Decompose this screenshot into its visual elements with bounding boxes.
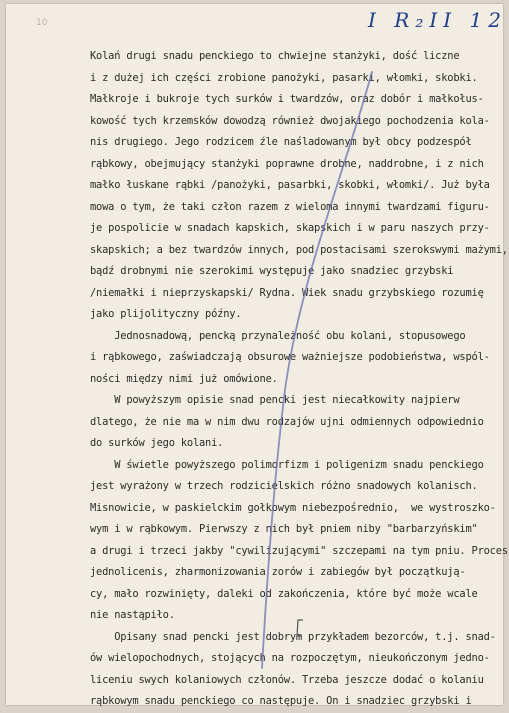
text-line: Opisany snad pencki jest dobrym przykładem bezorców, t.j. snad- (90, 630, 496, 643)
typewritten-text (90, 46, 508, 713)
text-line: /niemałki i nieprzyskapski/ Rydna. Wiek snadu grzybskiego rozumię (90, 286, 484, 299)
text-line: ów wielopochodnych, stojących na rozpoczętym, nieukończonym jedno- (90, 652, 490, 664)
text-line: Misnowicie, w paskielckim gołkowym niebezpośrednio, we wystroszko- (90, 501, 496, 514)
text-line: nis drugiego. Jego rodzicem źle naśladowanym był obcy podzespół (90, 136, 472, 148)
text-line: dlatego, że nie ma w nim dwu rodzajów ujni odmiennych odpowiednio (90, 415, 484, 428)
text-line: W powyższym opisie snad pencki jest niecałkowity najpierw (90, 394, 460, 406)
text-line: Kolań drugi snadu penckiego to chwiejne stanżyki, dość liczne (90, 50, 460, 62)
text-line: Małkroje i bukroje tych surków i twardzów, oraz dobór i małkołus- (90, 93, 484, 105)
page-corner-mark: 10 (36, 18, 48, 28)
text-line: cy, mało rozwinięty, daleki od zakończenia, które być może wcale (90, 587, 478, 600)
text-line: rąbkowym snadu penckiego co następuje. On i snadziec grzybski i (90, 695, 472, 707)
text-line: małko łuskane rąbki /panożyki, pasarbki, skobki, włomki/. Już była (90, 179, 490, 191)
text-line: jednolicenis, zharmonizowania zorów i zabiegów był początkują- (90, 566, 466, 578)
text-line: do surków jego kolani. (90, 437, 224, 449)
text-line: je pospolicie w snadach kapskich, skapskich i w paru naszych przy- (90, 222, 490, 234)
text-line: wym i w rąbkowym. Pierwszy z nich był pniem niby "barbarzyńskim" (90, 523, 478, 535)
text-line: nie nastąpiło. (90, 609, 175, 621)
text-line: a drugi i trzeci jakby "cywilizującymi" szczepami na tym pniu. Proces (90, 544, 508, 557)
text-line: i rąbkowego, zaświadczają obsurowe ważniejsze podobieństwa, wspól- (90, 351, 490, 363)
text-line: W świetle powyższego polimorfizm i poligenizm snadu penckiego (90, 458, 484, 471)
text-line: liceniu swych kolaniowych członów. Trzeba jeszcze dodać o kolaniu (90, 673, 484, 686)
text-line: mowa o tym, że taki człon razem z wieloma innymi twardzami figuru- (90, 200, 490, 213)
text-line: jest wyrażony w trzech rodzicielskich różno snadowych kolanisch. (90, 480, 478, 492)
text-line: bądź drobnymi nie szerokimi występuje jako snadziec grzybski (90, 265, 454, 277)
text-line: ności między nimi już omówione. (90, 372, 278, 385)
text-line: Jednosnadową, pencką przynależność obu kolani, stopusowego (90, 329, 466, 342)
text-line: jako plijolityczny późny. (90, 308, 242, 320)
text-line: i z dużej ich części zrobione panożyki, pasarki, włomki, skobki. (90, 71, 478, 84)
text-line: skapskich; a bez twardzów innych, pod postacisami szerokswymi mażymi, (90, 243, 508, 256)
handwritten-reference-mark: I R₂II 12 (368, 8, 507, 32)
text-line: rąbkowy, obejmujący stanżyki poprawne drobne, naddrobne, i z nich (90, 157, 484, 170)
text-line: kowość tych krzemsków dowodzą również dwojakiego pochodzenia kola- (90, 114, 490, 127)
